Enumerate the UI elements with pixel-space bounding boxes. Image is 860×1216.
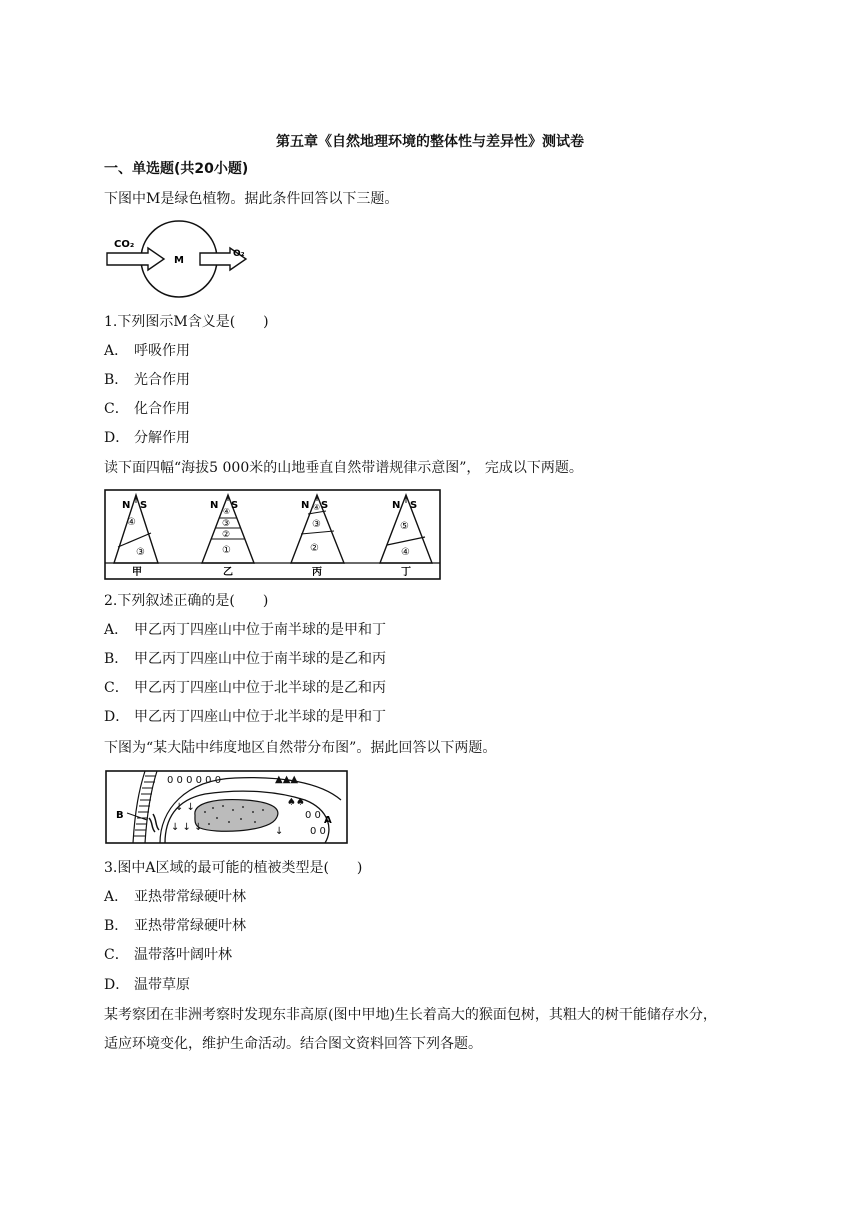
q3-option-b[interactable]: B． 亚热带常绿硬叶林 [104, 918, 246, 934]
co2-label: CO₂ [114, 239, 135, 250]
q1-option-c[interactable]: C． 化合作用 [104, 401, 190, 417]
q3-option-d[interactable]: D． 温带草原 [104, 977, 190, 993]
svg-text:④: ④ [223, 507, 231, 516]
svg-text:N: N [301, 500, 310, 511]
svg-text:②: ② [310, 543, 319, 554]
svg-text:④: ④ [127, 517, 136, 528]
q2-option-d[interactable]: D． 甲乙丙丁四座山中位于北半球的是甲和丁 [104, 709, 386, 725]
svg-text:⑤: ⑤ [400, 521, 409, 532]
svg-text:③: ③ [312, 519, 321, 530]
intro-text-4-line1: 某考察团在非洲考察时发现东非高原(图中甲地)生长着高大的猴面包树，其粗大的树干能储存水分， [104, 1007, 717, 1023]
svg-text:甲: 甲 [132, 567, 142, 578]
svg-text:0 0: 0 0 [310, 826, 326, 837]
svg-text:N: N [210, 500, 219, 511]
mountain-zones-diagram [104, 489, 442, 581]
svg-text:▲▲▲: ▲▲▲ [275, 774, 299, 785]
intro-text-4-line2: 适应环境变化，维护生命活动。结合图文资料回答下列各题。 [104, 1036, 482, 1052]
q2-stem: 2.下列叙述正确的是( ) [104, 593, 269, 609]
svg-text:S: S [140, 500, 148, 511]
photosynthesis-diagram [104, 218, 254, 302]
q2-option-a[interactable]: A． 甲乙丙丁四座山中位于南半球的是甲和丁 [104, 622, 386, 638]
svg-text:③: ③ [136, 547, 145, 558]
q1-option-d[interactable]: D． 分解作用 [104, 430, 190, 446]
q3-option-c[interactable]: C． 温带落叶阔叶林 [104, 947, 232, 963]
q3-stem: 3.图中A区域的最可能的植被类型是( ) [104, 860, 363, 876]
svg-text:③: ③ [222, 519, 231, 529]
q2-option-c[interactable]: C． 甲乙丙丁四座山中位于北半球的是乙和丙 [104, 680, 386, 696]
svg-text:②: ② [222, 530, 231, 540]
svg-text:④: ④ [401, 547, 410, 558]
svg-text:①: ① [222, 545, 231, 556]
svg-text:♠♠: ♠♠ [287, 797, 305, 808]
m-label: M [174, 255, 184, 266]
svg-text:S: S [321, 500, 329, 511]
svg-text:0 0 0 0 0 0: 0 0 0 0 0 0 [167, 775, 222, 786]
svg-text:S: S [231, 500, 239, 511]
svg-text:↓ ↓ ↓: ↓ ↓ ↓ [171, 822, 203, 833]
q1-stem: 1.下列图示M含义是( ) [104, 314, 269, 330]
intro-text-2: 读下面四幅“海拔5 000米的山地垂直自然带谱规律示意图”， 完成以下两题。 [104, 460, 583, 476]
map-label-a: A [324, 815, 332, 826]
svg-text:0 0: 0 0 [305, 810, 321, 821]
svg-text:N: N [122, 500, 131, 511]
document-title: 第五章《自然地理环境的整体性与差异性》测试卷 [276, 134, 584, 150]
svg-text:丁: 丁 [401, 567, 411, 578]
svg-text:↓: ↓ [275, 826, 284, 837]
q1-option-b[interactable]: B． 光合作用 [104, 372, 190, 388]
natural-zone-map [105, 770, 349, 845]
svg-text:丙: 丙 [312, 567, 322, 578]
svg-text:乙: 乙 [223, 567, 233, 578]
q2-option-b[interactable]: B． 甲乙丙丁四座山中位于南半球的是乙和丙 [104, 651, 386, 667]
q1-option-a[interactable]: A． 呼吸作用 [104, 343, 190, 359]
intro-text-1: 下图中M是绿色植物。据此条件回答以下三题。 [104, 191, 399, 207]
map-label-b: B [116, 810, 124, 821]
svg-text:④: ④ [313, 503, 321, 512]
svg-text:N: N [392, 500, 401, 511]
svg-text:S: S [410, 500, 418, 511]
svg-text:↓ ↓: ↓ ↓ [175, 802, 195, 813]
q3-option-a[interactable]: A． 亚热带常绿硬叶林 [104, 889, 246, 905]
intro-text-3: 下图为“某大陆中纬度地区自然带分布图”。据此回答以下两题。 [104, 740, 497, 756]
o2-label: O₂ [233, 249, 245, 259]
section-heading: 一、单选题(共20小题) [104, 161, 249, 177]
